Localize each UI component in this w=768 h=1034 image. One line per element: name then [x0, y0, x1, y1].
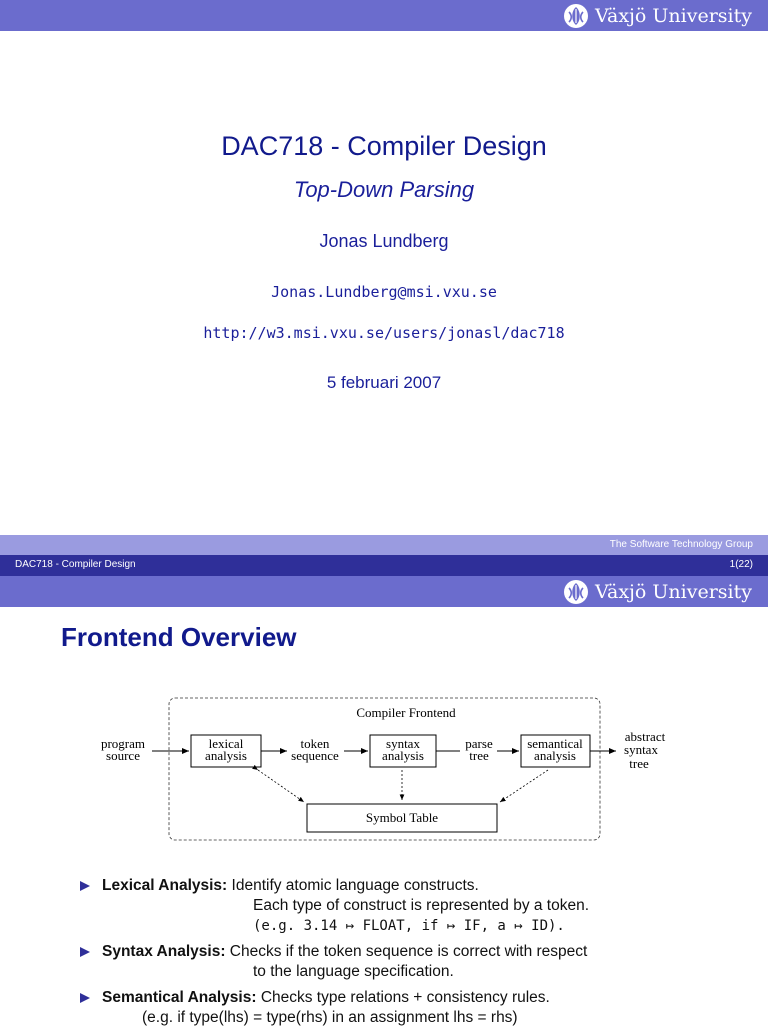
- slide-date: 5 februari 2007: [326, 373, 442, 392]
- lexical-analysis-label-1: lexical: [208, 736, 244, 751]
- output-label-1: abstract: [624, 729, 666, 744]
- input-label-1: program: [100, 736, 146, 751]
- bullet-syntax: [80, 942, 760, 982]
- brand-name: Växjö University: [595, 581, 752, 603]
- header-bar-slide2: [0, 576, 768, 607]
- bullet-text: Checks type relations + consistency rules.: [260, 989, 550, 1006]
- bullet-head: Semantical Analysis:: [102, 989, 257, 1006]
- vaxjo-university-logo-icon: [563, 579, 589, 605]
- slide-subtitle: Top-Down Parsing: [293, 177, 475, 202]
- output-label-2: syntax: [624, 742, 658, 757]
- course-url[interactable]: http://w3.msi.vxu.se/users/jonasl/dac718: [203, 324, 565, 342]
- section-title: Frontend Overview: [61, 622, 297, 652]
- page-number: 1(22): [729, 559, 753, 570]
- semantical-analysis-label-1: semantical: [527, 736, 583, 751]
- semantical-analysis-label-2: analysis: [534, 748, 576, 763]
- bullet-triangle-icon: [80, 881, 90, 891]
- bullet-line: to the language specification.: [253, 963, 454, 980]
- footer-course-strip: [0, 555, 768, 576]
- lexical-analysis-label-2: analysis: [205, 748, 247, 763]
- bullet-example: (e.g. 3.14 ↦ FLOAT, if ↦ IF, a ↦ ID).: [253, 918, 565, 934]
- symbol-table-label: Symbol Table: [365, 810, 439, 825]
- bullet-text: Checks if the token sequence is correct with respect: [229, 943, 588, 960]
- author-email[interactable]: Jonas.Lundberg@msi.vxu.se: [271, 283, 497, 301]
- syntax-analysis-label-2: analysis: [382, 748, 424, 763]
- frontend-diagram: [0, 690, 768, 850]
- brand-slide2: [563, 579, 752, 605]
- bullet-triangle-icon: [80, 947, 90, 957]
- bullet-head: Syntax Analysis:: [102, 943, 226, 960]
- input-label-2: source: [106, 748, 140, 763]
- output-label-3: tree: [629, 756, 649, 771]
- author-name: Jonas Lundberg: [319, 231, 449, 251]
- footer-group-strip: [0, 535, 768, 555]
- parse-tree-label-1: parse: [465, 736, 493, 751]
- slide-title: DAC718 - Compiler Design: [221, 131, 547, 161]
- footer-course: DAC718 - Compiler Design: [15, 559, 136, 570]
- vaxjo-university-logo-icon: [563, 3, 589, 29]
- brand: [563, 3, 752, 29]
- bullet-head: Lexical Analysis:: [102, 877, 228, 894]
- bullet-semantical: [80, 988, 760, 1028]
- bullet-line: Each type of construct is represented by a token.: [253, 897, 590, 914]
- bullet-lexical: [80, 876, 760, 936]
- token-sequence-label-1: token: [300, 736, 330, 751]
- token-sequence-label-2: sequence: [291, 748, 339, 763]
- bullet-triangle-icon: [80, 993, 90, 1003]
- bullet-list: [80, 876, 760, 1034]
- syntax-analysis-label-1: syntax: [386, 736, 420, 751]
- bullet-line: (e.g. if type(lhs) = type(rhs) in an assignment lhs = rhs): [142, 1009, 518, 1026]
- parse-tree-label-2: tree: [469, 748, 489, 763]
- header-bar: [0, 0, 768, 31]
- footer-group: The Software Technology Group: [609, 539, 753, 550]
- brand-name: Växjö University: [595, 5, 752, 27]
- frontend-label: Compiler Frontend: [356, 705, 456, 720]
- bullet-text: Identify atomic language constructs.: [231, 877, 479, 894]
